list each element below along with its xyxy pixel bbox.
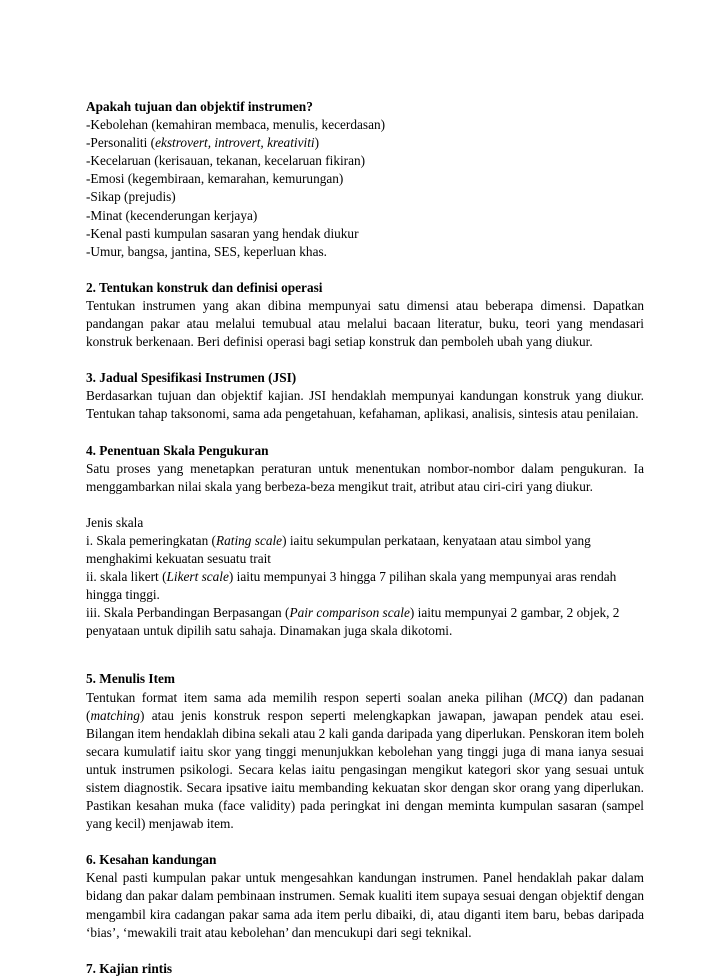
text: Tentukan format item sama ada memilih respon seperti soalan aneka pilihan ( <box>86 689 534 705</box>
scale-types-label: Jenis skala <box>86 514 144 530</box>
list-item <box>86 568 644 586</box>
section-heading: 4. Penentuan Skala Pengukuran <box>86 442 269 458</box>
section-heading: 2. Tentukan konstruk dan definisi operasi <box>86 279 323 295</box>
list-item <box>86 134 644 152</box>
text: i. Skala pemeringkatan ( <box>86 532 216 548</box>
list-item: -Emosi (kegembiraan, kemarahan, kemurungan) <box>86 171 344 187</box>
list-item: -Kecelaruan (kerisauan, tekanan, kecelaruan fikiran) <box>86 153 366 169</box>
list-item-continued: penyataan untuk dipilih satu sahaja. Dinamakan juga skala dikotomi. <box>86 623 453 639</box>
section-heading: 3. Jadual Spesifikasi Instrumen (JSI) <box>86 370 297 386</box>
italic-text: matching <box>90 707 140 723</box>
list-item <box>86 604 644 622</box>
paragraph: Kenal pasti kumpulan pakar untuk mengesahkan kandungan instrumen. Panel hendaklah pakar dalam bidang dan pakar dalam pembinaan instrumen. Semak kualiti item supaya sesuai dengan objektif dengan mengambil kira cadangan pakar sama ada item perlu dibaiki, di, atau diganti item baru, bebas daripada ‘bias’, ‘mewakili trait atau kebolehan’ dan mencukupi dari segi teknikal. <box>86 870 644 940</box>
list-item: -Umur, bangsa, jantina, SES, keperluan khas. <box>86 243 327 259</box>
italic-text: Pair comparison scale <box>289 605 410 621</box>
section-writing-items <box>86 670 644 833</box>
section-scale <box>86 442 644 641</box>
text: ) iaitu mempunyai 3 hingga 7 pilihan skala yang mempunyai aras rendah <box>228 569 617 585</box>
italic-text: Likert scale <box>166 569 229 585</box>
paragraph: Tentukan instrumen yang akan dibina mempunyai satu dimensi atau beberapa dimensi. Dapatkan pandangan pakar atau melalui temubual atau melalui bacaan literatur, buku, teori yang mendasari konstruk berkenaan. Beri definisi operasi bagi setiap konstruk dan pemboleh ubah yang diukur. <box>86 297 644 350</box>
text: iii. Skala Perbandingan Berpasangan ( <box>86 605 290 621</box>
section-content-validity <box>86 851 644 941</box>
list-item: -Kebolehan (kemahiran membaca, menulis, kecerdasan) <box>86 117 386 133</box>
paragraph: Berdasarkan tujuan dan objektif kajian. JSI hendaklah mempunyai kandungan konstruk yang diukur. Tentukan tahap taksonomi, sama ada pengetahuan, kefahaman, aplikasi, analisis, sintesis atau penilaian. <box>86 388 644 422</box>
section-heading: 7. Kajian rintis <box>86 960 173 976</box>
text: ) dan padanan ( <box>86 689 644 723</box>
text: ) iaitu mempunyai 2 gambar, 2 objek, 2 <box>409 605 620 621</box>
section-heading: 5. Menulis Item <box>86 671 176 687</box>
section-pilot-study <box>86 960 644 978</box>
list-item: -Kenal pasti kumpulan sasaran yang hendak diukur <box>86 225 359 241</box>
paragraph: Satu proses yang menetapkan peraturan untuk menentukan nombor-nombor dalam pengukuran. Ia menggambarkan nilai skala yang berbeza-beza mengikut trait, atribut atau ciri-ciri yang diukur. <box>86 460 644 494</box>
italic-text: Rating scale <box>215 532 283 548</box>
text: ) iaitu sekumpulan perkataan, kenyataan atau simbol yang <box>282 532 591 548</box>
text: -Personaliti ( <box>86 135 156 151</box>
paragraph <box>86 689 644 834</box>
section-jsi <box>86 369 644 423</box>
text: ii. skala likert ( <box>86 569 167 585</box>
text: ) atau jenis konstruk respon seperti melengkapkan jawapan, jawapan pendek atau esei. Bilangan item hendaklah dibina sekali atau 2 kali ganda daripada yang diperlukan. Penskoran item boleh secara kumulatif iaitu skor yang tinggi menunjukkan kebolehan yang tinggi juga di mana ianya sesuai untuk instrumen psikologi. Secara kelas iaitu pengasingan mengikut kategori skor yang sesuai untuk sistem diagnostik. Secara ipsative iaitu membanding kekuatan skor dengan skor orang yang diperlukan. Pastikan kesahan muka (face validity) pada peringkat ini dengan meminta kumpulan sasaran (sampel yang kecil) menjawab item. <box>86 707 644 832</box>
list-item <box>86 532 644 550</box>
document-page <box>86 98 644 978</box>
section-construct <box>86 279 644 351</box>
list-item-continued: menghakimi kekuatan sesuatu trait <box>86 550 271 566</box>
italic-text: MCQ <box>533 689 564 705</box>
list-item: -Sikap (prejudis) <box>86 189 176 205</box>
section-heading: Apakah tujuan dan objektif instrumen? <box>86 99 313 114</box>
text: ) <box>314 135 320 151</box>
section-objectives <box>86 98 644 261</box>
list-item: -Minat (kecenderungan kerjaya) <box>86 207 258 223</box>
italic-text: ekstrovert, introvert, kreativiti <box>155 135 315 151</box>
section-heading: 6. Kesahan kandungan <box>86 852 217 868</box>
list-item-continued: hingga tinggi. <box>86 587 160 603</box>
